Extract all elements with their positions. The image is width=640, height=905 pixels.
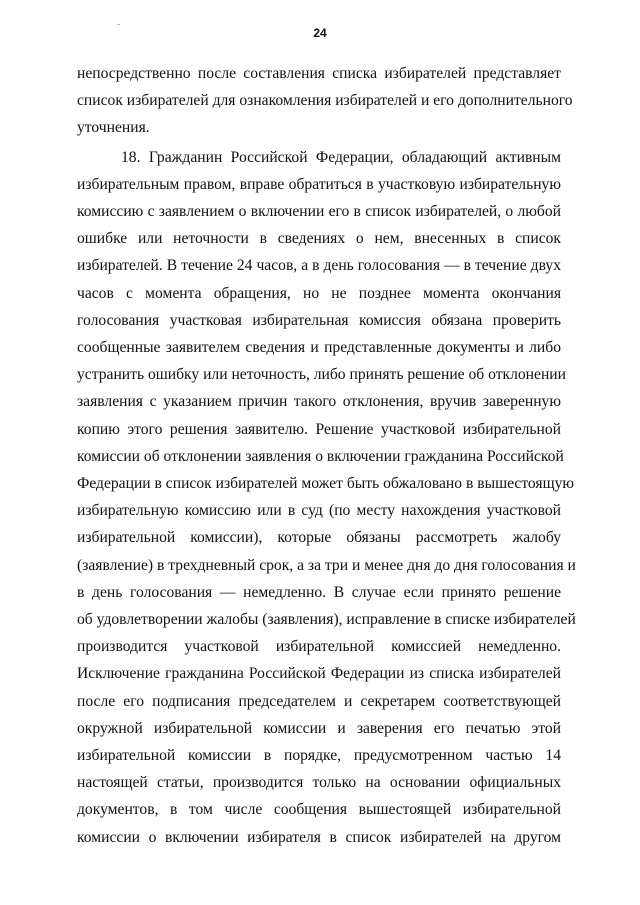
text-line: об удовлетворении жалобы (заявления), исправление в списке избирателей — [77, 611, 576, 629]
text-line: комиссии о включении избирателя в список избирателей на другом — [77, 828, 561, 846]
text-line: избирательным правом, вправе обратиться в участковую избирательную — [77, 175, 561, 193]
text-line: избирателей. В течение 24 часов, а в день голосования — в течение двух — [77, 257, 561, 275]
text-line: настоящей статьи, производится только на основании официальных — [77, 774, 561, 792]
text-line: устранить ошибку или неточность, либо принять решение об отклонении — [77, 366, 566, 384]
text-line: окружной избирательной комиссии и заверения его печатью этой — [77, 719, 561, 737]
text-line: непосредственно после составления списка избирателей представляет — [77, 65, 561, 82]
text-line: Исключение гражданина Российской Федерации из списка избирателей — [77, 665, 561, 683]
text-line: избирательной комиссии в порядке, предусмотренном частью 14 — [77, 747, 561, 765]
text-line: комиссию с заявлением о включении его в список избирателей, о любой — [77, 203, 561, 221]
text-line: документов, в том числе сообщения вышестоящей избирательной — [77, 801, 561, 819]
text-line: комиссии об отклонении заявления о включении гражданина Российской — [77, 447, 564, 465]
text-line: голосования участковая избирательная комиссия обязана проверить — [77, 311, 561, 329]
text-line: в день голосования — немедленно. В случае если принято решение — [77, 583, 561, 601]
text-line: Федерации в список избирателей может быть обжаловано в вышестоящую — [77, 475, 575, 493]
text-line: после его подписания председателем и секретарем соответствующей — [77, 692, 561, 710]
text-line: избирательную комиссию или в суд (по месту нахождения участковой — [77, 502, 561, 520]
scan-speck — [117, 24, 120, 25]
text-line: заявления с указанием причин такого отклонения, вручив заверенную — [77, 393, 561, 411]
text-line: (заявление) в трехдневный срок, а за три и менее дня до дня голосования и — [77, 556, 576, 574]
text-line: ошибке или неточности в сведениях о нем, внесенных в список — [77, 230, 561, 248]
text-line: уточнения. — [77, 119, 150, 137]
text-line: список избирателей для ознакомления избирателей и его дополнительного — [77, 92, 573, 110]
text-line: избирательной комиссии), которые обязаны рассмотреть жалобу — [77, 529, 561, 547]
text-line: часов с момента обращения, но не позднее момента окончания — [77, 284, 561, 302]
text-line: производится участковой избирательной комиссией немедленно. — [77, 638, 561, 656]
document-body — [77, 60, 576, 851]
text-line: 18. Гражданин Российской Федерации, обладающий активным — [121, 148, 561, 166]
text-line: сообщенные заявителем сведения и представленные документы и либо — [77, 339, 561, 357]
page-number: 24 — [313, 26, 327, 40]
text-line: копию этого решения заявителю. Решение участковой избирательной — [77, 420, 561, 438]
paragraph-continuation — [77, 60, 573, 142]
paragraph-18 — [77, 144, 576, 851]
